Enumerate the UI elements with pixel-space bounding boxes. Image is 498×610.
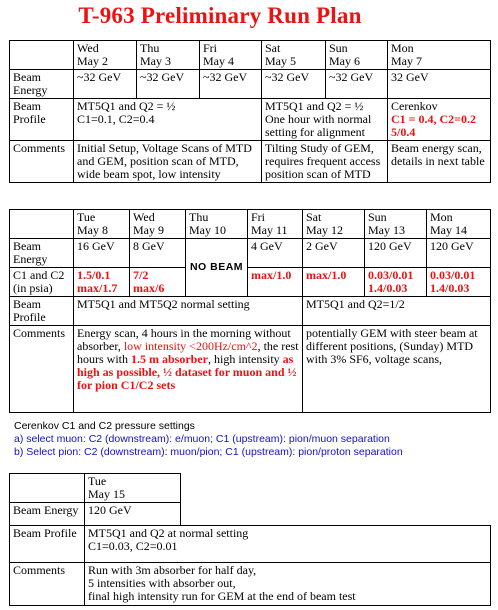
- energy-cell: 32 GeV: [388, 70, 491, 99]
- row-label: Comments: [10, 141, 74, 183]
- row-label: Comments: [10, 563, 85, 606]
- comments-row: [10, 326, 491, 413]
- header-row: [10, 41, 491, 70]
- energy-cell: 8 GeV: [130, 239, 186, 268]
- comment-cell: potentially GEM with steer beam at different positions, (Sunday) MTD with 3% SF6, voltage scans,: [303, 326, 491, 413]
- cerenkov-notes-heading: Cerenkov C1 and C2 pressure settings: [14, 420, 195, 432]
- row-label: Comments: [10, 326, 74, 413]
- header-row: [10, 474, 491, 503]
- blank-cell: [181, 474, 491, 503]
- cerenkov-note-pion: b) Select pion: C2 (downstream): muon/pion; C1 (upstream): pion/proton separation: [14, 446, 403, 458]
- profile-cell: MT5Q1 and Q2 = ½ One hour with normal setting for alignment: [262, 99, 388, 141]
- row-label: Beam Profile: [10, 99, 74, 141]
- corner-cell: [10, 41, 74, 70]
- profile-cell: MT5Q1 and Q2 = ½ C1=0.1, C2=0.4: [74, 99, 262, 141]
- beam-energy-row: [10, 503, 491, 526]
- energy-cell: ~32 GeV: [326, 70, 388, 99]
- comments-row: [10, 563, 491, 606]
- energy-cell: 16 GeV: [74, 239, 130, 268]
- row-label: Beam Profile: [10, 297, 74, 326]
- day-header: Tue May 8: [74, 210, 130, 239]
- run-plan-table-week2: [9, 209, 491, 413]
- day-header: Sat May 5: [262, 41, 326, 70]
- beam-profile-row: [10, 297, 491, 326]
- comment-cell: Energy scan, 4 hours in the morning without absorber, low intensity <200Hz/cm^2, the rest hours with 1.5 m absorber, high intensity as high as possible, ½ dataset for muon and ½ for pion C1/C2 sets: [74, 326, 303, 413]
- energy-cell: ~32 GeV: [74, 70, 137, 99]
- day-header: Sat May 12: [303, 210, 365, 239]
- day-header: Fri May 11: [248, 210, 303, 239]
- corner-cell: [10, 210, 74, 239]
- comment-cell: Tilting Study of GEM, requires frequent access position scan of MTD: [262, 141, 388, 183]
- pressure-cell: 1.5/0.1 max/1.7: [74, 268, 130, 297]
- comment-cell: Run with 3m absorber for half day, 5 intensities with absorber out, final high intensity run for GEM at the end of beam test: [85, 563, 491, 606]
- no-beam-cell: NO BEAM: [186, 239, 248, 297]
- row-label: Beam Energy: [10, 503, 85, 526]
- page-title: T-963 Preliminary Run Plan: [78, 3, 362, 28]
- day-header: Mon May 14: [427, 210, 491, 239]
- profile-cell: MT5Q1 and Q2=1/2: [303, 297, 491, 326]
- beam-profile-row: [10, 99, 491, 141]
- energy-cell: 120 GeV: [365, 239, 427, 268]
- beam-energy-row: [10, 239, 491, 268]
- pressure-cell: 0.03/0.01 1.4/0.03: [365, 268, 427, 297]
- blank-cell: [181, 503, 491, 526]
- pressure-cell: 7/2 max/6: [130, 268, 186, 297]
- energy-cell: 120 GeV: [427, 239, 491, 268]
- profile-cell: MT5Q1 and Q2 at normal setting C1=0.03, C2=0.01: [85, 526, 491, 563]
- row-label: Beam Energy: [10, 239, 74, 268]
- cerenkov-note-muon: a) select muon: C2 (downstream): e/muon; C1 (upstream): pion/muon separation: [14, 433, 390, 445]
- run-plan-table-may15: [9, 473, 491, 606]
- profile-cell: Cerenkov C1 = 0.4, C2=0.2 5/0.4: [388, 99, 491, 141]
- comment-cell: Initial Setup, Voltage Scans of MTD and GEM, position scan of MTD, wide beam spot, low intensity: [74, 141, 262, 183]
- day-header: Wed May 9: [130, 210, 186, 239]
- day-header: Tue May 15: [85, 474, 181, 503]
- cerenkov-setting: C1 = 0.4, C2=0.2 5/0.4: [391, 112, 477, 139]
- day-header: Sun May 13: [365, 210, 427, 239]
- beam-profile-row: [10, 526, 491, 563]
- day-header: Thu May 10: [186, 210, 248, 239]
- beam-energy-row: [10, 70, 491, 99]
- pressure-cell: max/1.0: [303, 268, 365, 297]
- profile-cell: MT5Q1 and MT5Q2 normal setting: [74, 297, 303, 326]
- energy-cell: ~32 GeV: [200, 70, 262, 99]
- energy-cell: ~32 GeV: [262, 70, 326, 99]
- pressure-cell: max/1.0: [248, 268, 303, 297]
- row-label: Beam Energy: [10, 70, 74, 99]
- comments-row: [10, 141, 491, 183]
- energy-cell: 120 GeV: [85, 503, 181, 526]
- day-header: Wed May 2: [74, 41, 137, 70]
- header-row: [10, 210, 491, 239]
- energy-cell: 2 GeV: [303, 239, 365, 268]
- day-header: Sun May 6: [326, 41, 388, 70]
- day-header: Mon May 7: [388, 41, 491, 70]
- run-plan-table-week1: [9, 40, 491, 183]
- energy-cell: 4 GeV: [248, 239, 303, 268]
- row-label: Beam Profile: [10, 526, 85, 563]
- day-header: Fri May 4: [200, 41, 262, 70]
- pressure-cell: 0.03/0.01 1.4/0.03: [427, 268, 491, 297]
- pressure-row: [10, 268, 491, 297]
- energy-cell: ~32 GeV: [137, 70, 200, 99]
- comment-cell: Beam energy scan, details in next table: [388, 141, 491, 183]
- row-label: C1 and C2 (in psia): [10, 268, 74, 297]
- day-header: Thu May 3: [137, 41, 200, 70]
- corner-cell: [10, 474, 85, 503]
